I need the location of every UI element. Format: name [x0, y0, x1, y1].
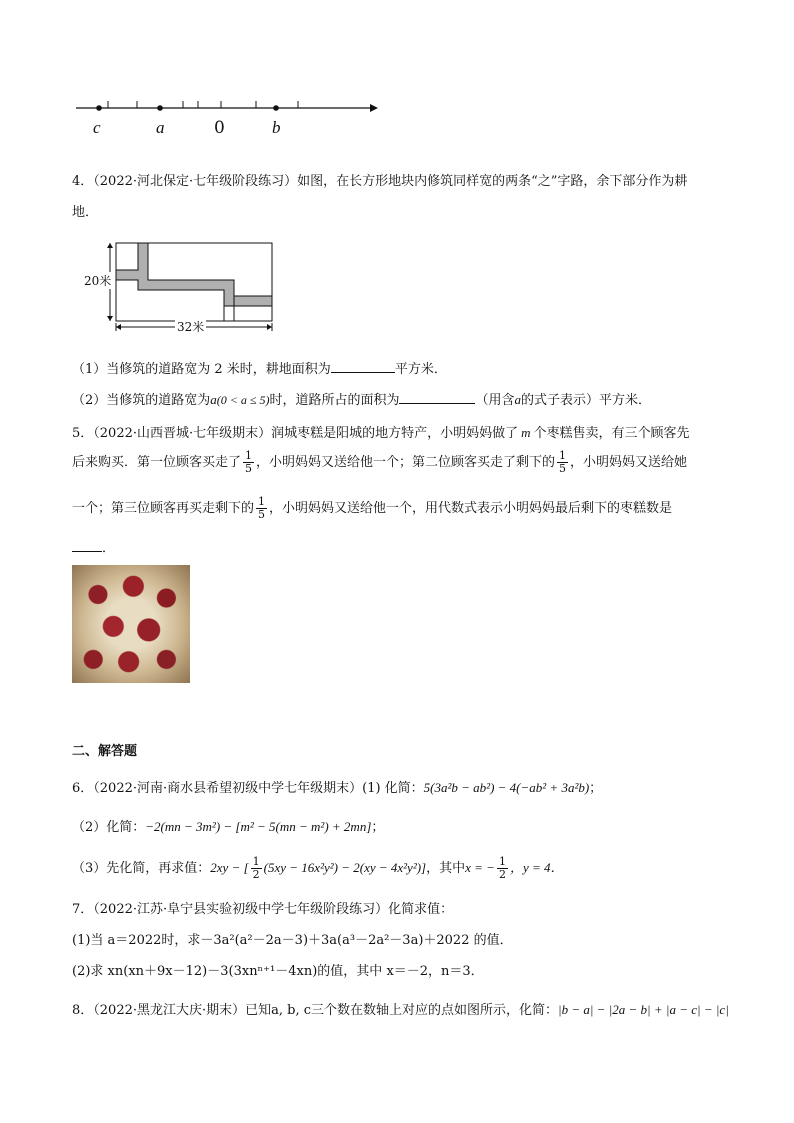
number-line-label-c: c: [93, 118, 101, 137]
q4-stem-line2: 地．: [72, 205, 99, 220]
fraction-numerator: 1: [245, 449, 253, 462]
q6-expression: (5xy − 16x²y²) − 2(xy − 4x²y²)]: [263, 860, 427, 875]
q5-line4: [72, 537, 115, 556]
fraction-denominator: 5: [245, 462, 253, 475]
q6-part3: [72, 856, 564, 881]
q8-text: 8．（2022·黑龙江大庆·期末）已知a, b, c三个数在数轴上对应的点如图所示，化简：: [72, 1003, 559, 1018]
q7-stem: 7．（2022·江苏·阜宁县实验初级中学七年级阶段练习）化简求值：: [72, 902, 454, 917]
fraction: [251, 856, 262, 881]
q5-text: ，小明妈妈又送给他一个；第二位顾客买走了剩下的: [256, 455, 556, 470]
answer-blank: [72, 551, 102, 552]
q4-part2-text3: （用含: [475, 393, 515, 408]
q5-text: 后来购买．第一位顾客买走了: [72, 455, 242, 470]
number-line-label-b: b: [272, 118, 281, 137]
fraction-numerator: 1: [252, 855, 260, 868]
q6-expression: 5(3a²b − ab²) − 4(−ab² + 3a²b): [423, 780, 590, 795]
q6-y-value: ，y = 4．: [509, 860, 564, 875]
fraction-numerator: 1: [559, 449, 567, 462]
number-line-label-a: a: [156, 118, 165, 137]
q6-part2: [72, 816, 384, 835]
number-line-label-zero: 0: [214, 118, 225, 138]
q6-text: ，其中: [426, 861, 466, 876]
fraction: [256, 496, 267, 521]
q6-expression: 2xy − [: [210, 860, 249, 875]
q7-part1: (1)当 a＝2022时，求－3a²(a²－2a－3)＋3a(a³－2a²－3a)＋2022 的值．: [72, 933, 513, 948]
q6-text: ；: [589, 781, 603, 796]
number-line: [70, 96, 380, 141]
fraction: [497, 856, 508, 881]
q6-text: （3）先化简，再求值：: [72, 861, 211, 876]
q4-part2-var2: a: [514, 392, 521, 407]
q6-expression: −2(mn − 3m²) − [m² − 5(mn − m²) + 2mn]: [145, 819, 372, 834]
width-label: 32米: [177, 320, 205, 334]
q5-line1: [72, 422, 690, 441]
q4-part2: [72, 389, 651, 408]
q5-text: 个枣糕售卖，有三个顾客先: [533, 426, 690, 441]
q4-part2-text2: 时，道路所占的面积为: [269, 393, 400, 408]
q4-part1-text: （1）当修筑的道路宽为 2 米时，耕地面积为: [72, 362, 331, 377]
q5-text: 一个；第三位顾客再买走剩下的: [72, 501, 255, 516]
q6-text: 6．（2022·河南·商水县希望初级中学七年级期末）(1) 化简：: [72, 781, 424, 796]
section-title: 二、解答题: [72, 744, 138, 759]
q5-text: ，小明妈妈又送给他一个，用代数式表示小明妈妈最后剩下的枣糕数是: [269, 501, 673, 516]
fraction-denominator: 2: [252, 868, 260, 881]
q5-period: ．: [102, 541, 116, 556]
q8-expression: |b − a| − |2a − b| + |a − c| − |c|: [558, 1002, 729, 1017]
fraction-numerator: 1: [258, 495, 266, 508]
q6-text: ；: [371, 820, 385, 835]
q4-part2-text4: 的式子表示）平方米．: [521, 393, 652, 408]
q6-part1: [72, 777, 602, 796]
height-label: 20米: [84, 274, 112, 288]
q5-line3: [72, 496, 672, 521]
q6-text: （2）化简：: [72, 820, 146, 835]
fraction: [557, 450, 568, 475]
answer-blank: [399, 403, 475, 404]
q8: [72, 999, 729, 1018]
q4-part2-text: （2）当修筑的道路宽为: [72, 393, 211, 408]
q5-text: 5．（2022·山西晋城·七年级期末）润城枣糕是阳城的地方特产，小明妈妈做了: [72, 426, 519, 441]
q7-part2: (2)求 xn(xn＋9x－12)－3(3xnⁿ⁺¹－4xn)的值，其中 x＝－2，n＝3．: [72, 964, 484, 979]
q5-var-m: m: [521, 425, 531, 440]
answer-blank: [331, 372, 395, 373]
fraction-denominator: 2: [498, 868, 506, 881]
q4-part1: [72, 358, 447, 377]
q4-part2-var: a: [210, 392, 217, 407]
fraction-denominator: 5: [258, 508, 266, 521]
jujube-cake-photo: [72, 565, 190, 683]
q4-part2-cond: (0 < a ≤ 5): [216, 393, 270, 407]
fraction-denominator: 5: [559, 462, 567, 475]
q6-x-value: x = −: [465, 860, 495, 875]
fraction-numerator: 1: [498, 855, 506, 868]
q5-text: ，小明妈妈又送给她: [570, 455, 688, 470]
q4-part1-unit: 平方米．: [394, 362, 447, 377]
fraction: [243, 450, 254, 475]
q5-line2: [72, 450, 687, 475]
q4-stem-line1: 4．（2022·河北保定·七年级阶段练习）如图，在长方形地块内修筑同样宽的两条“之”字路，余下部分作为耕: [72, 174, 688, 189]
